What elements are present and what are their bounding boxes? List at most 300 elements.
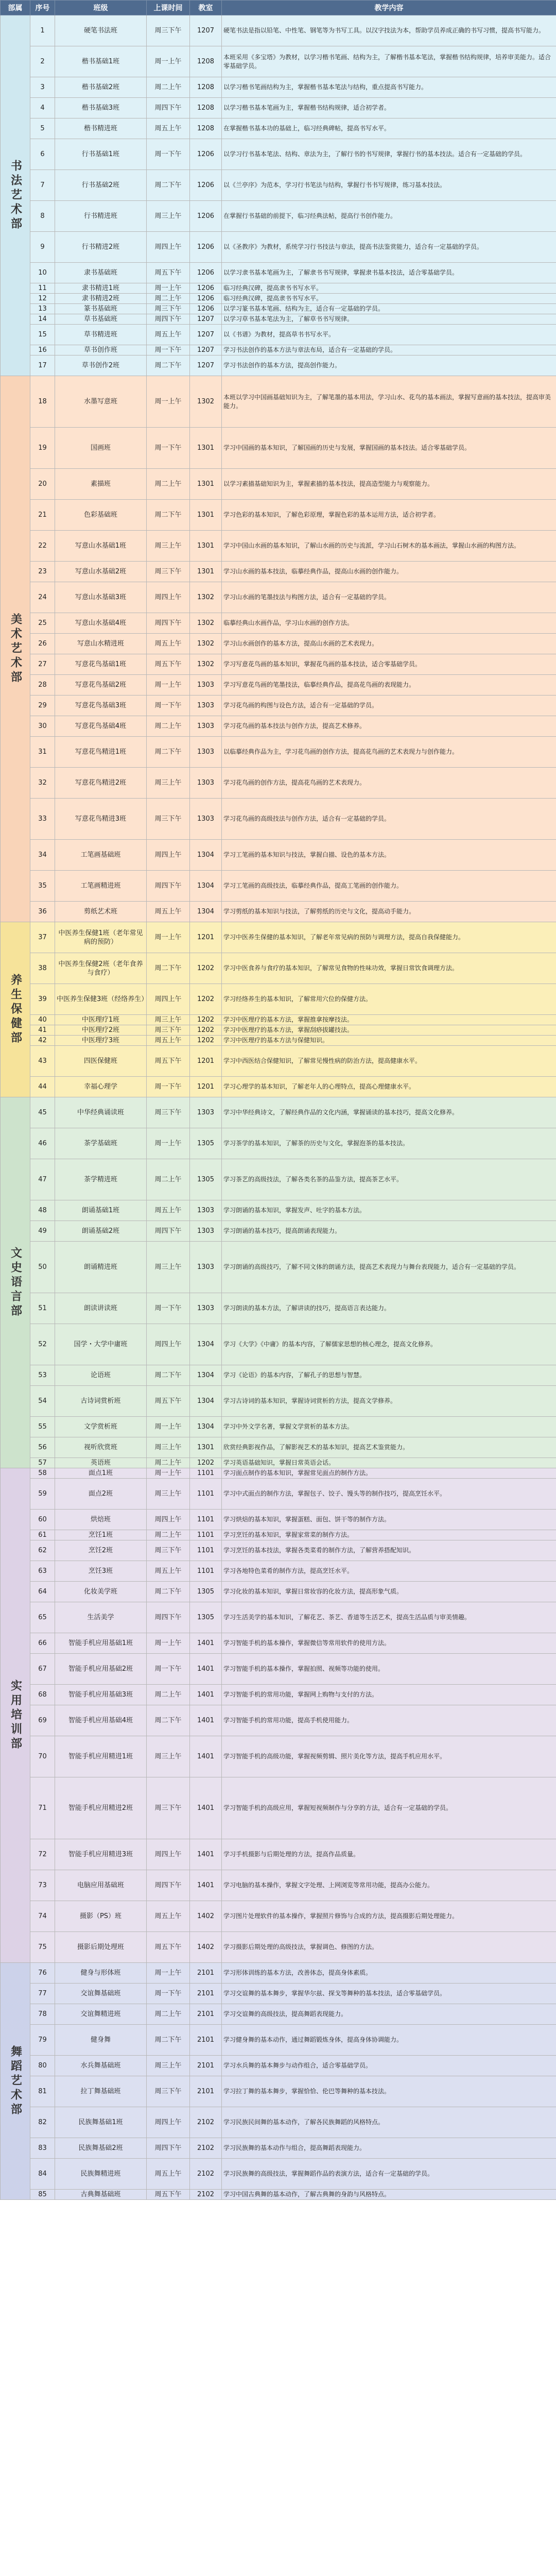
class-time: 周三上午 — [147, 531, 190, 562]
row-number: 75 — [30, 1932, 55, 1963]
row-number: 54 — [30, 1386, 55, 1417]
class-time: 周四下午 — [147, 1870, 190, 1901]
classroom: 2102 — [190, 2190, 222, 2200]
class-time: 周二上午 — [147, 1159, 190, 1200]
classroom: 1206 — [190, 263, 222, 283]
classroom: 1206 — [190, 201, 222, 232]
course-description: 学习烹饪的基本知识，掌握家常菜的制作方法。 — [222, 1530, 556, 1540]
table-row — [1, 2138, 556, 2159]
row-number: 24 — [30, 582, 55, 613]
class-time: 周三下午 — [147, 799, 190, 840]
class-name: 茶学基础班 — [55, 1128, 147, 1159]
row-number: 45 — [30, 1097, 55, 1128]
table-row — [1, 1242, 556, 1293]
table-row — [1, 283, 556, 294]
classroom: 1401 — [190, 1870, 222, 1901]
class-time: 周一上午 — [147, 922, 190, 953]
table-row — [1, 1705, 556, 1736]
table-row — [1, 1468, 556, 1479]
class-time: 周一上午 — [147, 1963, 190, 1984]
table-row — [1, 294, 556, 304]
class-name: 朗诵基础1班 — [55, 1200, 147, 1221]
row-number: 85 — [30, 2190, 55, 2200]
course-description: 学习写意花鸟画的基本知识，掌握花鸟画的基本技法，适合零基础学员。 — [222, 654, 556, 675]
row-number: 72 — [30, 1839, 55, 1870]
course-description: 本班以学习中国画基础知识为主，了解笔墨的基本用法，学习山水、花鸟的基本画法，掌握写意画的基本技法，提高审美能力。 — [222, 376, 556, 428]
row-number: 51 — [30, 1293, 55, 1324]
classroom: 1302 — [190, 634, 222, 654]
department-name: 实用培训部 — [9, 1679, 22, 1752]
course-description: 学习朗读的基本方法，了解讲读的技巧，提高语言表达能力。 — [222, 1293, 556, 1324]
classroom: 1401 — [190, 1654, 222, 1685]
classroom: 1301 — [190, 500, 222, 531]
course-description: 学习水兵舞的基本舞步与动作组合，适合零基础学员。 — [222, 2056, 556, 2076]
course-description: 学习中医理疗的基本方法，掌握推拿按摩技法。 — [222, 1015, 556, 1025]
class-name: 面点1班 — [55, 1468, 147, 1479]
table-row — [1, 531, 556, 562]
row-number: 80 — [30, 2056, 55, 2076]
class-name: 摄影后期处理班 — [55, 1932, 147, 1963]
table-row — [1, 737, 556, 768]
table-row — [1, 314, 556, 325]
course-description: 学习交谊舞的基本舞步，掌握华尔兹、探戈等舞种的基本技法，适合零基础学员。 — [222, 1984, 556, 2004]
class-name: 工笔画基础班 — [55, 840, 147, 871]
class-name: 智能手机应用基础4班 — [55, 1705, 147, 1736]
class-name: 楷书基础1班 — [55, 46, 147, 77]
course-description: 以学习楷书笔画结构为主，掌握楷书基本笔法与结构，重点提高书写能力。 — [222, 77, 556, 98]
class-name: 民族舞基础1班 — [55, 2107, 147, 2138]
class-time: 周四下午 — [147, 1602, 190, 1633]
class-time: 周二下午 — [147, 737, 190, 768]
classroom: 1207 — [190, 325, 222, 345]
class-time: 周二上午 — [147, 294, 190, 304]
class-name: 篆书基础班 — [55, 304, 147, 314]
table-row — [1, 1685, 556, 1705]
table-row — [1, 1097, 556, 1128]
course-description: 学习山水画的基本技法，临摹经典作品，提高山水画的创作能力。 — [222, 562, 556, 582]
table-row — [1, 355, 556, 376]
course-description: 学习花鸟画的构图与设色方法，适合有一定基础的学员。 — [222, 696, 556, 716]
class-time: 周三下午 — [147, 304, 190, 314]
table-row — [1, 2004, 556, 2025]
classroom: 1303 — [190, 1221, 222, 1242]
class-time: 周五下午 — [147, 2190, 190, 2200]
class-name: 草书精进班 — [55, 325, 147, 345]
row-number: 36 — [30, 902, 55, 922]
class-time: 周五下午 — [147, 1046, 190, 1077]
class-name: 中医养生保健1班（老年常见病的预防） — [55, 922, 147, 953]
class-time: 周四下午 — [147, 1221, 190, 1242]
class-time: 周一上午 — [147, 1417, 190, 1437]
classroom: 1401 — [190, 1633, 222, 1654]
table-row — [1, 1963, 556, 1984]
row-number: 70 — [30, 1736, 55, 1777]
classroom: 1206 — [190, 139, 222, 170]
row-number: 66 — [30, 1633, 55, 1654]
class-time: 周四下午 — [147, 314, 190, 325]
classroom: 1202 — [190, 953, 222, 984]
class-name: 朗诵基础2班 — [55, 1221, 147, 1242]
department-name: 养生保健部 — [9, 973, 22, 1046]
course-description: 学习各地特色菜肴的制作方法，提高烹饪水平。 — [222, 1561, 556, 1582]
class-time: 周一上午 — [147, 376, 190, 428]
table-row — [1, 613, 556, 634]
table-row — [1, 139, 556, 170]
row-number: 13 — [30, 304, 55, 314]
classroom: 1101 — [190, 1468, 222, 1479]
classroom: 1201 — [190, 1077, 222, 1097]
table-body — [1, 15, 556, 2200]
class-name: 写意花鸟基础3班 — [55, 696, 147, 716]
class-time: 周五上午 — [147, 1561, 190, 1582]
row-number: 61 — [30, 1530, 55, 1540]
table-row — [1, 325, 556, 345]
table-row — [1, 232, 556, 263]
class-name: 拉丁舞基础班 — [55, 2076, 147, 2107]
classroom: 1305 — [190, 1582, 222, 1602]
row-number: 69 — [30, 1705, 55, 1736]
table-row — [1, 922, 556, 953]
course-description: 学习中医理疗的基本方法，掌握刮痧拔罐技法。 — [222, 1025, 556, 1036]
classroom: 1208 — [190, 98, 222, 118]
class-time: 周三下午 — [147, 2076, 190, 2107]
classroom: 1208 — [190, 77, 222, 98]
table-row — [1, 1159, 556, 1200]
class-name: 英语班 — [55, 1458, 147, 1468]
row-number: 8 — [30, 201, 55, 232]
class-name: 面点2班 — [55, 1479, 147, 1510]
table-row — [1, 1984, 556, 2004]
class-name: 水兵舞基础班 — [55, 2056, 147, 2076]
classroom: 1202 — [190, 1015, 222, 1025]
class-time: 周二下午 — [147, 1705, 190, 1736]
row-number: 62 — [30, 1540, 55, 1561]
class-time: 周五上午 — [147, 2159, 190, 2190]
table-row — [1, 768, 556, 799]
course-description: 以《兰亭序》为范本，学习行书笔法与结构，掌握行书书写规律，练习基本技法。 — [222, 170, 556, 201]
classroom: 1208 — [190, 118, 222, 139]
classroom: 1206 — [190, 304, 222, 314]
classroom: 1207 — [190, 345, 222, 355]
course-description: 以《圣教序》为教材，系统学习行书技法与章法，提高书法鉴赏能力，适合有一定基础的学员。 — [222, 232, 556, 263]
class-name: 草书基础班 — [55, 314, 147, 325]
classroom: 1101 — [190, 1510, 222, 1530]
class-name: 健身与形体班 — [55, 1963, 147, 1984]
class-name: 中医理疗3班 — [55, 1036, 147, 1046]
classroom: 2101 — [190, 1984, 222, 2004]
table-header-row — [1, 1, 556, 15]
course-description: 临习经典汉碑，提高隶书书写水平。 — [222, 294, 556, 304]
class-name: 朗读讲读班 — [55, 1293, 147, 1324]
row-number: 71 — [30, 1777, 55, 1839]
row-number: 33 — [30, 799, 55, 840]
course-description: 学习朗诵的基本技巧，提高朗诵表现能力。 — [222, 1221, 556, 1242]
class-time: 周一下午 — [147, 1984, 190, 2004]
table-row — [1, 1293, 556, 1324]
row-number: 20 — [30, 469, 55, 500]
classroom: 1101 — [190, 1479, 222, 1510]
table-row — [1, 1633, 556, 1654]
course-description: 硬笔书法是指以铅笔、中性笔、钢笔等为书写工具。以汉字技法为本，帮助学员养成正确的书写习惯，提高书写能力。 — [222, 15, 556, 46]
classroom: 1303 — [190, 799, 222, 840]
classroom: 1304 — [190, 840, 222, 871]
table-row — [1, 98, 556, 118]
classroom: 1302 — [190, 613, 222, 634]
row-number: 38 — [30, 953, 55, 984]
table-row — [1, 500, 556, 531]
class-time: 周一上午 — [147, 1468, 190, 1479]
course-description: 以临摹经典作品为主，学习花鸟画的创作方法，提高花鸟画的艺术表现力与创作能力。 — [222, 737, 556, 768]
course-description: 学习民族民间舞的基本动作，了解各民族舞蹈的风格特点。 — [222, 2107, 556, 2138]
row-number: 73 — [30, 1870, 55, 1901]
course-description: 学习化妆的基本知识，掌握日常妆容的化妆方法，提高形象气质。 — [222, 1582, 556, 1602]
table-row — [1, 1736, 556, 1777]
classroom: 1201 — [190, 922, 222, 953]
class-name: 行书精进2班 — [55, 232, 147, 263]
class-name: 化妆美学班 — [55, 1582, 147, 1602]
class-time: 周二上午 — [147, 77, 190, 98]
row-number: 23 — [30, 562, 55, 582]
class-name: 行书基础1班 — [55, 139, 147, 170]
class-time: 周三下午 — [147, 15, 190, 46]
course-description: 学习智能手机的基本操作，掌握微信等常用软件的使用方法。 — [222, 1633, 556, 1654]
class-time: 周四上午 — [147, 840, 190, 871]
row-number: 27 — [30, 654, 55, 675]
table-row — [1, 953, 556, 984]
course-description: 学习花鸟画的基本技法与创作方法，提高艺术修养。 — [222, 716, 556, 737]
classroom: 1401 — [190, 1736, 222, 1777]
course-description: 学习工笔画的基本知识与技法，掌握白描、设色的基本方法。 — [222, 840, 556, 871]
table-row — [1, 840, 556, 871]
classroom: 1304 — [190, 1324, 222, 1365]
class-name: 写意山水基础4班 — [55, 613, 147, 634]
class-name: 中医养生保健2班（老年食养与食疗） — [55, 953, 147, 984]
table-row — [1, 1046, 556, 1077]
table-row — [1, 201, 556, 232]
class-time: 周四上午 — [147, 1839, 190, 1870]
department-cell — [1, 922, 30, 1097]
classroom: 1301 — [190, 562, 222, 582]
row-number: 10 — [30, 263, 55, 283]
row-number: 42 — [30, 1036, 55, 1046]
table-row — [1, 1602, 556, 1633]
header-number: 序号 — [30, 1, 55, 15]
row-number: 53 — [30, 1365, 55, 1386]
course-description: 学习书法创作的基本方法与章法布局，适合有一定基础的学员。 — [222, 345, 556, 355]
row-number: 28 — [30, 675, 55, 696]
course-description: 学习智能手机的常用功能，掌握网上购物与支付的方法。 — [222, 1685, 556, 1705]
class-time: 周三上午 — [147, 1479, 190, 1510]
class-name: 楷书精进班 — [55, 118, 147, 139]
classroom: 1302 — [190, 376, 222, 428]
table-row — [1, 15, 556, 46]
table-row — [1, 1128, 556, 1159]
class-name: 烘焙班 — [55, 1510, 147, 1530]
header-department: 部属 — [1, 1, 30, 15]
header-class: 班级 — [55, 1, 147, 15]
class-name: 智能手机应用基础1班 — [55, 1633, 147, 1654]
class-name: 草书创作班 — [55, 345, 147, 355]
classroom: 1304 — [190, 1386, 222, 1417]
class-name: 烹饪1班 — [55, 1530, 147, 1540]
classroom: 1207 — [190, 355, 222, 376]
table-row — [1, 1200, 556, 1221]
course-description: 学习花鸟画的创作方法，提高花鸟画的艺术表现力。 — [222, 768, 556, 799]
row-number: 58 — [30, 1468, 55, 1479]
department-cell — [1, 1963, 30, 2200]
class-time: 周二下午 — [147, 355, 190, 376]
course-description: 学习电脑的基本操作，掌握文字处理、上网浏览等常用功能，提高办公能力。 — [222, 1870, 556, 1901]
classroom: 1207 — [190, 15, 222, 46]
row-number: 47 — [30, 1159, 55, 1200]
class-time: 周五上午 — [147, 1036, 190, 1046]
table-row — [1, 1458, 556, 1468]
class-time: 周四下午 — [147, 613, 190, 634]
department-name: 舞蹈艺术部 — [9, 2045, 22, 2117]
course-description: 学习朗诵的基本知识，掌握发声、吐字的基本方法。 — [222, 1200, 556, 1221]
department-cell — [1, 1468, 30, 1963]
table-row — [1, 984, 556, 1015]
course-description: 学习中医食养与食疗的基本知识，了解常见食物的性味功效，掌握日常饮食调理方法。 — [222, 953, 556, 984]
row-number: 17 — [30, 355, 55, 376]
classroom: 1206 — [190, 294, 222, 304]
class-time: 周五上午 — [147, 325, 190, 345]
class-time: 周三上午 — [147, 1242, 190, 1293]
classroom: 1302 — [190, 582, 222, 613]
classroom: 1303 — [190, 1097, 222, 1128]
course-description: 学习中华经典诗文，了解经典作品的文化内涵，掌握诵读的基本技巧，提高文化修养。 — [222, 1097, 556, 1128]
class-time: 周四下午 — [147, 871, 190, 902]
classroom: 1101 — [190, 1530, 222, 1540]
table-row — [1, 1654, 556, 1685]
class-name: 写意花鸟精进1班 — [55, 737, 147, 768]
classroom: 1303 — [190, 696, 222, 716]
row-number: 52 — [30, 1324, 55, 1365]
table-row — [1, 1582, 556, 1602]
class-name: 写意山水精进班 — [55, 634, 147, 654]
class-time: 周三上午 — [147, 768, 190, 799]
course-description: 学习图片处理软件的基本操作，掌握照片修饰与合成的方法，提高摄影后期处理能力。 — [222, 1901, 556, 1932]
class-time: 周二上午 — [147, 469, 190, 500]
row-number: 30 — [30, 716, 55, 737]
class-name: 写意山水基础1班 — [55, 531, 147, 562]
class-time: 周三下午 — [147, 562, 190, 582]
classroom: 1401 — [190, 1685, 222, 1705]
row-number: 32 — [30, 768, 55, 799]
classroom: 1301 — [190, 531, 222, 562]
classroom: 1401 — [190, 1777, 222, 1839]
course-description: 学习烹饪的基本技法，掌握各类菜肴的制作方法，了解营养搭配知识。 — [222, 1540, 556, 1561]
class-name: 写意花鸟精进2班 — [55, 768, 147, 799]
class-name: 智能手机应用精进2班 — [55, 1777, 147, 1839]
classroom: 1301 — [190, 1437, 222, 1458]
course-description: 学习民族舞的基本动作与组合，提高舞蹈表现能力。 — [222, 2138, 556, 2159]
classroom: 1304 — [190, 1365, 222, 1386]
table-row — [1, 304, 556, 314]
class-name: 水墨写意班 — [55, 376, 147, 428]
row-number: 55 — [30, 1417, 55, 1437]
row-number: 43 — [30, 1046, 55, 1077]
table-row — [1, 1510, 556, 1530]
class-name: 中医养生保健3班（经络养生） — [55, 984, 147, 1015]
course-description: 以学习草书基本笔法为主，了解草书书写规律。 — [222, 314, 556, 325]
row-number: 40 — [30, 1015, 55, 1025]
table-row — [1, 1870, 556, 1901]
course-description: 学习茶艺的高级技法，了解各类名茶的品鉴方法，提高茶艺水平。 — [222, 1159, 556, 1200]
class-time: 周四下午 — [147, 98, 190, 118]
course-description: 学习山水画的笔墨技法与构图方法，适合有一定基础的学员。 — [222, 582, 556, 613]
table-row — [1, 1901, 556, 1932]
classroom: 1305 — [190, 1602, 222, 1633]
course-description: 临习经典汉碑，提高隶书书写水平。 — [222, 283, 556, 294]
class-name: 隶书基础班 — [55, 263, 147, 283]
class-name: 朗诵精进班 — [55, 1242, 147, 1293]
classroom: 1304 — [190, 871, 222, 902]
table-row — [1, 2159, 556, 2190]
classroom: 1206 — [190, 232, 222, 263]
classroom: 2101 — [190, 2076, 222, 2107]
row-number: 14 — [30, 314, 55, 325]
course-description: 以学习隶书基本笔画为主，了解隶书书写规律，掌握隶书基本技法，适合零基础学员。 — [222, 263, 556, 283]
course-description: 学习摄影后期处理的高级技法，掌握调色、修图的方法。 — [222, 1932, 556, 1963]
course-description: 学习色彩的基本知识，了解色彩原理，掌握色彩的基本运用方法，适合初学者。 — [222, 500, 556, 531]
table-row — [1, 634, 556, 654]
table-row — [1, 582, 556, 613]
class-time: 周四上午 — [147, 984, 190, 1015]
class-time: 周一上午 — [147, 1128, 190, 1159]
table-row — [1, 77, 556, 98]
class-name: 楷书基础3班 — [55, 98, 147, 118]
row-number: 1 — [30, 15, 55, 46]
course-description: 学习《大学》《中庸》的基本内容，了解儒家思想的核心理念，提高文化修养。 — [222, 1324, 556, 1365]
course-description: 学习花鸟画的高级技法与创作方法，适合有一定基础的学员。 — [222, 799, 556, 840]
classroom: 1303 — [190, 675, 222, 696]
class-name: 写意花鸟基础4班 — [55, 716, 147, 737]
row-number: 7 — [30, 170, 55, 201]
course-description: 学习经络养生的基本知识，了解常用穴位的保健方法。 — [222, 984, 556, 1015]
class-name: 草书创作2班 — [55, 355, 147, 376]
row-number: 44 — [30, 1077, 55, 1097]
row-number: 35 — [30, 871, 55, 902]
department-cell — [1, 376, 30, 922]
course-description: 学习英语基础知识，掌握日常英语会话。 — [222, 1458, 556, 1468]
course-description: 学习中式面点的制作方法，掌握包子、饺子、馒头等的制作技巧，提高烹饪水平。 — [222, 1479, 556, 1510]
table-row — [1, 1015, 556, 1025]
class-name: 智能手机应用基础2班 — [55, 1654, 147, 1685]
course-description: 学习手机摄影与后期处理的方法，提高作品质量。 — [222, 1839, 556, 1870]
department-name: 美术艺术部 — [9, 613, 22, 685]
row-number: 67 — [30, 1654, 55, 1685]
department-cell — [1, 1097, 30, 1468]
classroom: 1207 — [190, 314, 222, 325]
table-row — [1, 428, 556, 469]
row-number: 49 — [30, 1221, 55, 1242]
row-number: 3 — [30, 77, 55, 98]
class-time: 周五上午 — [147, 118, 190, 139]
class-name: 古诗词赏析班 — [55, 1386, 147, 1417]
course-description: 学习生活美学的基本知识，了解花艺、茶艺、香道等生活艺术，提高生活品质与审美情趣。 — [222, 1602, 556, 1633]
row-number: 60 — [30, 1510, 55, 1530]
classroom: 1208 — [190, 46, 222, 77]
class-name: 四医保健班 — [55, 1046, 147, 1077]
table-row — [1, 675, 556, 696]
table-row — [1, 1077, 556, 1097]
course-description: 学习智能手机的基本操作，掌握拍照、视频等功能的使用。 — [222, 1654, 556, 1685]
class-name: 文学赏析班 — [55, 1417, 147, 1437]
class-name: 中华经典诵读班 — [55, 1097, 147, 1128]
class-time: 周三上午 — [147, 201, 190, 232]
department-cell — [1, 15, 30, 376]
